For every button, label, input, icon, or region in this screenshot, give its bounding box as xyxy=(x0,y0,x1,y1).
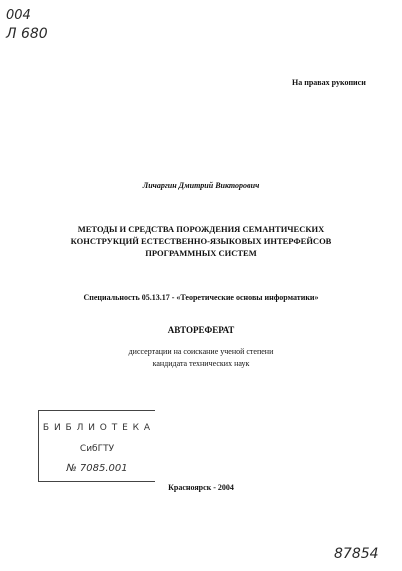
handwritten-number-bottom: 87854 xyxy=(334,546,379,562)
title-line-2: КОНСТРУКЦИЙ ЕСТЕСТВЕННО-ЯЗЫКОВЫХ ИНТЕРФЕЙСОВ xyxy=(70,236,332,246)
handwritten-mark-top: 004 xyxy=(6,8,31,23)
stamp-library-label: Б И Б Л И О Т Е К А xyxy=(42,423,152,433)
handwritten-code-top: Л 680 xyxy=(6,26,48,42)
author-name: Личаргин Дмитрий Викторович xyxy=(142,181,260,190)
stamp-inventory-number: № 7085.001 xyxy=(66,463,128,474)
purpose-line-1: диссертации на соискание ученой степени xyxy=(128,347,274,356)
title-line-1: МЕТОДЫ И СРЕДСТВА ПОРОЖДЕНИЯ СЕМАНТИЧЕСКИХ xyxy=(77,224,325,234)
library-stamp xyxy=(38,410,155,482)
specialty-line: Специальность 05.13.17 - «Теоретические основы информатики» xyxy=(83,293,319,302)
title-line-3: ПРОГРАММНЫХ СИСТЕМ xyxy=(145,248,257,258)
stamp-university-name: СибГТУ xyxy=(79,444,115,454)
purpose-line-2: кандидата технических наук xyxy=(152,359,250,368)
rights-note: На правах рукописи xyxy=(292,78,366,87)
document-type: АВТОРЕФЕРАТ xyxy=(167,325,235,335)
city-year: Красноярск - 2004 xyxy=(168,483,234,492)
